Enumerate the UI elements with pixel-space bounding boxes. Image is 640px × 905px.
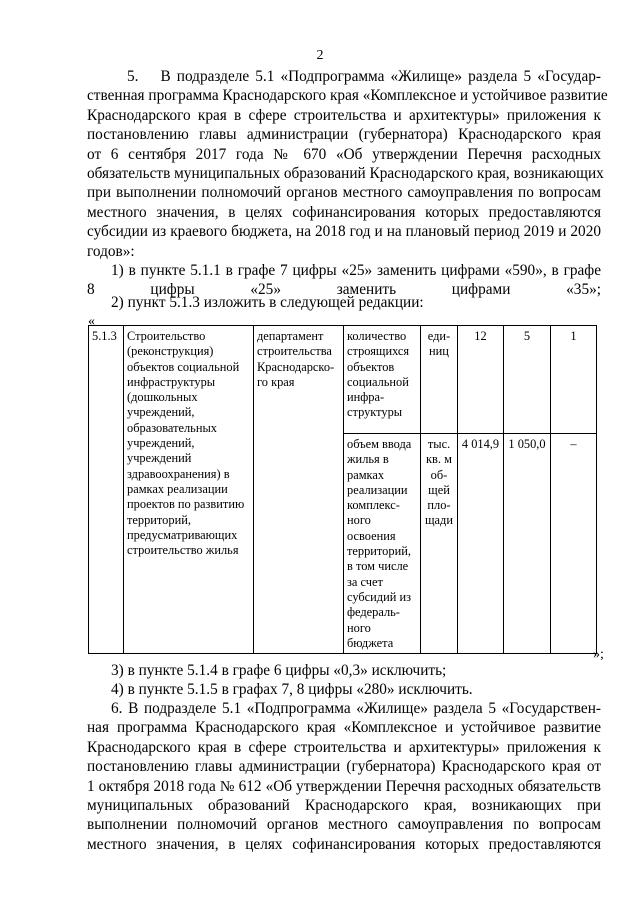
quote-close: »;: [593, 647, 604, 662]
paragraph-5-line-5: от 6 сентября 2017 года № 670 «Об утверждении Перечня расходных: [87, 145, 601, 163]
paragraph-6-line-3: Краснодарского края в сфере строительства и архитектуры» приложения к: [87, 738, 601, 756]
paragraph-5: [87, 67, 608, 261]
item-2: 2) пункт 5.1.3 изложить в следующей редакции:: [111, 294, 424, 311]
paragraph-5-line-10: годов»:: [87, 242, 135, 260]
cell-value-2-b: 1 050,0: [504, 434, 551, 654]
paragraph-5-line-9: субсидии из краевого бюджета, на 2018 год и на плановый период 2019 и 2020: [87, 223, 601, 241]
paragraph-5-line-3: Краснодарского края в сфере строительства и архитектуры» приложения к: [87, 106, 601, 124]
paragraph-5-line-8: местного значения, в целях софинансирования которых предоставляются: [87, 203, 601, 221]
cell-unit-1: еди- ниц: [421, 326, 458, 434]
cell-indicator-2: объем ввода жилья в рамках реализации комплекс- ного освоения территорий, в том числе за счет субсидий из федераль- ного бюджета: [344, 434, 421, 654]
page-number: 2: [316, 48, 324, 63]
paragraph-6-line-1: 6. В подразделе 5.1 «Подпрограмма «Жилище» раздела 5 «Государствен-: [111, 700, 601, 717]
paragraph-6-line-4: постановлению главы администрации (губернатора) Краснодарского края от: [87, 758, 601, 776]
table-row: [89, 326, 597, 434]
cell-name: Строительство (реконструкция) объектов социальной инфраструктуры (дошкольных учреждений, образовательных учреждений, учреждений здравоохранения) в рамках реализации проектов по развитию территорий, предусматривающих строительство жилья: [124, 326, 254, 654]
paragraph-6-line-8: местного значения, в целях софинансирования которых предоставляются: [87, 835, 601, 853]
cell-value-1-b: 5: [504, 326, 551, 434]
item-1-line-1: 1) в пункте 5.1.1 в графе 7 цифры «25» заменить цифрами «590», в графе: [111, 262, 601, 279]
item-3: 3) в пункте 5.1.4 в графе 6 цифры «0,3» исключить;: [111, 662, 447, 679]
cell-indicator-1: количество строящихся объектов социальной инфра- структуры: [344, 326, 421, 434]
cell-value-2-c: –: [551, 434, 597, 654]
paragraph-5-line-2: ственная программа Краснодарского края «Комплексное и устойчивое развитие: [87, 87, 608, 105]
cell-value-1-a: 12: [458, 326, 504, 434]
paragraph-5-line-6: обязательств муниципальных образований Краснодарского края, возникающих: [87, 165, 604, 183]
paragraph-6-line-2: ная программа Краснодарского края «Комплексное и устойчивое развитие: [87, 719, 601, 737]
cell-code: 5.1.3: [89, 326, 124, 654]
item-1-line-2: 8 цифры «25» заменить цифрами «35»;: [87, 281, 601, 299]
paragraph-5-line-4: постановлению главы администрации (губернатора) Краснодарского края: [87, 126, 601, 144]
paragraph-6-line-7: выполнении полномочий органов местного самоуправления по вопросам: [87, 816, 601, 834]
paragraph-5-number: 5.: [127, 68, 139, 85]
paragraph-6-line-6: муниципальных образований Краснодарского края, возникающих при: [87, 797, 601, 815]
paragraph-5-line-1: 5. В подразделе 5.1 «Подпрограмма «Жилище» раздела 5 «Государ-: [127, 68, 601, 85]
cell-department: департамент строительства Краснодарско- го края: [254, 326, 344, 654]
cell-unit-2: тыс. кв. м об- щей пло- щади: [421, 434, 458, 654]
quote-open: «: [88, 314, 95, 329]
item-4: 4) в пункте 5.1.5 в графах 7, 8 цифры «280» исключить.: [111, 681, 473, 698]
paragraph-5-line-7: при выполнении полномочий органов местного самоуправления по вопросам: [87, 184, 601, 202]
paragraph-6: [87, 699, 601, 854]
cell-value-2-a: 4 014,9: [458, 434, 504, 654]
program-table: [88, 325, 597, 654]
paragraph-6-line-5: 1 октября 2018 года № 612 «Об утверждении Перечня расходных обязательств: [87, 777, 601, 795]
cell-value-1-c: 1: [551, 326, 597, 434]
